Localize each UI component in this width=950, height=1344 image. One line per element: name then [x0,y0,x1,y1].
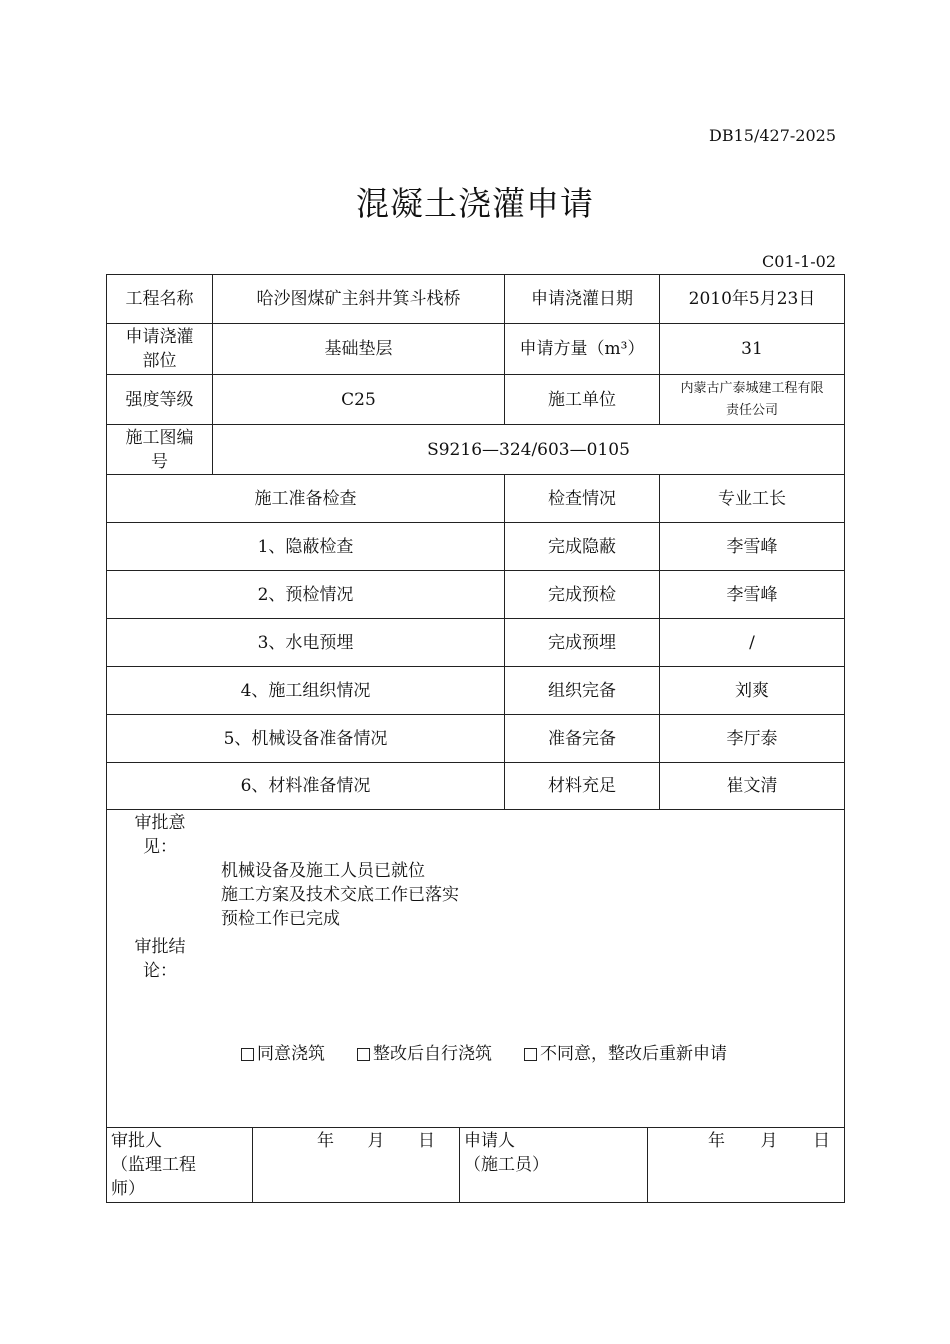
check-item-6: 6、材料准备情况 [107,763,505,810]
choice-agree-label: 同意浇筑 [257,1044,325,1064]
location-label [107,324,213,375]
approver-date-month: 月 [367,1131,385,1151]
apply-date-value: 2010年5月23日 [660,275,844,324]
conclusion-label-line-2: 论： [143,961,177,981]
approver-date-day: 日 [418,1131,435,1151]
check-status-3: 完成预埋 [505,619,660,667]
contractor-value-line-2: 责任公司 [725,402,778,418]
check-item-2: 2、预检情况 [107,571,505,619]
approver-date [253,1127,460,1203]
check-item-5: 5、机械设备准备情况 [107,715,505,763]
check-foreman-2: 李雪峰 [660,571,844,619]
drawing-label-line-1: 施工图编 [125,427,194,448]
choice-disagree-label: 不同意，整改后重新申请 [540,1044,727,1064]
checkbox-icon[interactable] [241,1048,254,1061]
check-item-4: 4、施工组织情况 [107,667,505,715]
applicant-date [648,1127,844,1203]
strength-value: C25 [213,375,505,425]
opinion-line-2: 施工方案及技术交底工作已落实 [221,885,459,905]
opinion-label [127,811,193,859]
choice-rectify-self-label: 整改后自行浇筑 [373,1044,492,1064]
check-header-item: 施工准备检查 [107,475,505,523]
strength-label: 强度等级 [107,375,213,425]
project-name-value: 哈沙图煤矿主斜井箕斗栈桥 [213,275,505,324]
contractor-value [660,375,844,425]
drawing-label-line-2: 号 [151,451,168,472]
applicant-date-month: 月 [760,1131,778,1151]
apply-date-label: 申请浇灌日期 [505,275,660,324]
contractor-label: 施工单位 [505,375,660,425]
check-item-1: 1、隐蔽检查 [107,523,505,571]
check-foreman-5: 李厅泰 [660,715,844,763]
check-foreman-6: 崔文清 [660,763,844,810]
conclusion-label-line-1: 审批结 [134,937,186,957]
project-name-label: 工程名称 [107,275,213,324]
opinion-line-1: 机械设备及施工人员已就位 [221,861,425,881]
conclusion-choices [241,1042,759,1066]
applicant-label [460,1127,648,1203]
applicant-label-line-1: 申请人 [464,1131,515,1151]
location-label-line-1: 申请浇灌 [125,327,194,347]
check-status-5: 准备完备 [505,715,660,763]
opinion-label-line-2: 见： [143,837,177,857]
conclusion-label [127,935,193,983]
check-item-3: 3、水电预埋 [107,619,505,667]
applicant-date-year: 年 [708,1131,725,1151]
check-status-2: 完成预检 [505,571,660,619]
drawing-label [107,425,213,475]
location-value: 基础垫层 [213,324,505,375]
check-status-6: 材料充足 [505,763,660,810]
page-title: 混凝土浇灌申请 [356,184,594,223]
volume-value: 31 [660,324,844,375]
applicant-label-line-2: （施工员） [464,1155,549,1175]
check-status-1: 完成隐蔽 [505,523,660,571]
check-header-foreman: 专业工长 [660,475,844,523]
check-foreman-4: 刘爽 [660,667,844,715]
choice-agree[interactable] [241,1042,325,1066]
drawing-value: S9216—324/603—0105 [213,425,844,475]
standard-number: DB15/427-2025 [709,126,836,145]
choice-disagree[interactable] [524,1042,727,1066]
location-label-line-2: 部位 [142,351,177,371]
approver-label-line-1: 审批人 [111,1131,162,1151]
form-code: C01-1-02 [762,252,836,271]
approval-opinion-section [107,810,844,1128]
application-form-table [106,274,845,1203]
checkbox-icon[interactable] [524,1048,537,1061]
applicant-date-day: 日 [813,1131,830,1151]
choice-rectify-self[interactable] [357,1042,492,1066]
check-header-status: 检查情况 [505,475,660,523]
approver-label [107,1127,253,1203]
approver-label-line-2: （监理工程 [111,1155,196,1175]
check-foreman-1: 李雪峰 [660,523,844,571]
approver-label-line-3: 师） [111,1179,145,1199]
opinion-line-3: 预检工作已完成 [221,909,340,929]
check-foreman-3: / [660,619,844,667]
approver-date-year: 年 [317,1131,334,1151]
opinion-label-line-1: 审批意 [134,813,186,833]
checkbox-icon[interactable] [357,1048,370,1061]
contractor-value-line-1: 内蒙古广泰城建工程有限 [680,380,824,396]
volume-label: 申请方量（m³） [505,324,660,375]
opinion-text [221,859,459,931]
check-status-4: 组织完备 [505,667,660,715]
